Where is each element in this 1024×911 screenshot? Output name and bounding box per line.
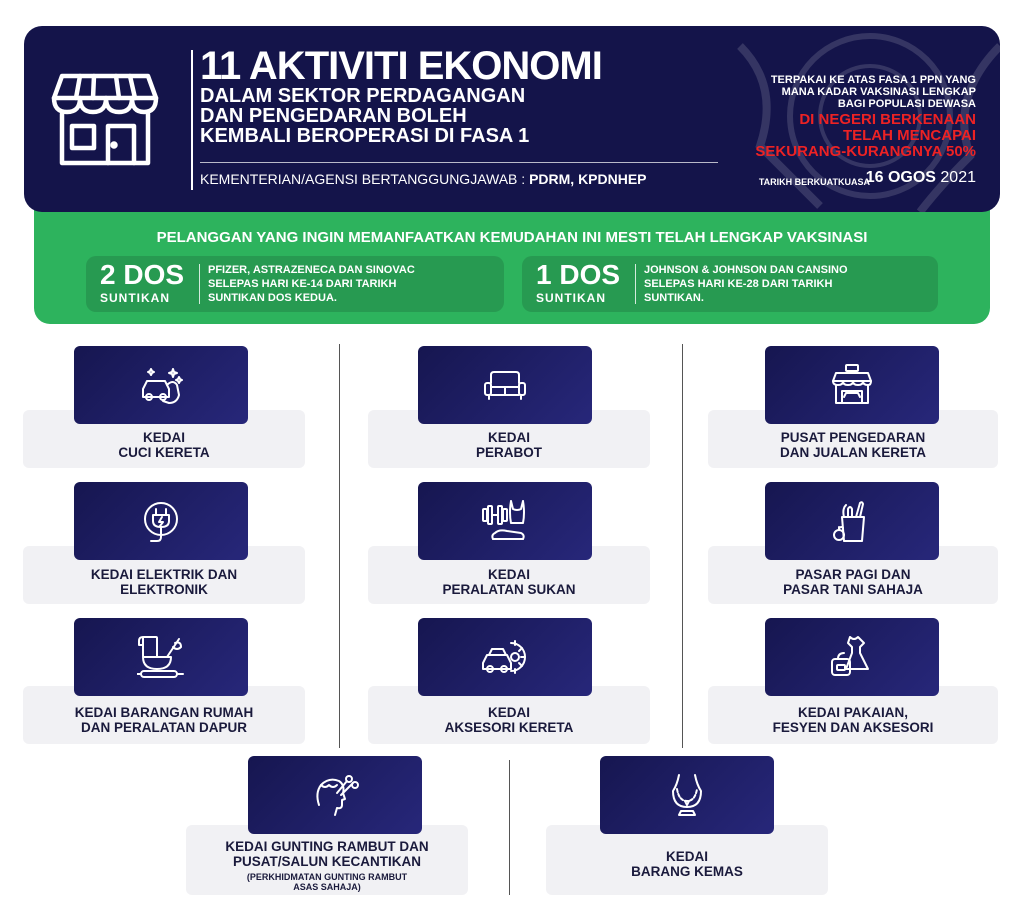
car-wash-icon <box>137 361 185 409</box>
activity-note <box>186 872 468 892</box>
activity-label <box>23 705 305 735</box>
dose-count: 2 DOS <box>100 259 185 290</box>
activity-icon-box <box>765 346 939 424</box>
activity-label-line: BARANG KEMAS <box>631 864 743 879</box>
column-divider <box>682 344 683 748</box>
phase-note-line-3: BAGI POPULASI DEWASA <box>837 98 976 110</box>
dose-description-line: SELEPAS HARI KE-28 DARI TARIKH <box>644 278 833 290</box>
activity-icon-box <box>74 482 248 560</box>
activity-label <box>368 430 650 460</box>
activity-icon-box <box>248 756 422 834</box>
header-banner <box>24 26 1000 212</box>
necklace-icon <box>663 771 711 819</box>
car-showroom-icon <box>828 361 876 409</box>
activity-icon-box <box>600 756 774 834</box>
dose-count: 1 DOS <box>536 259 621 290</box>
plug-icon <box>137 497 185 545</box>
activity-icon-box <box>418 346 592 424</box>
activity-label <box>23 567 305 597</box>
page-subtitle-line-2: DAN PENGEDARAN BOLEH <box>200 105 467 127</box>
activity-label <box>708 430 998 460</box>
dose-description-line: SUNTIKAN DOS KEDUA. <box>208 292 337 304</box>
activity-label <box>708 705 998 735</box>
activity-label <box>546 849 828 879</box>
phase-note-line-2: MANA KADAR VAKSINASI LENGKAP <box>781 86 976 98</box>
activity-icon-box <box>74 618 248 696</box>
dose-description <box>208 263 415 305</box>
dose-description-line: PFIZER, ASTRAZENECA DAN SINOVAC <box>208 264 415 276</box>
shop-icon <box>50 72 160 167</box>
kitchen-icon <box>137 633 185 681</box>
activity-label-line: FESYEN DAN AKSESORI <box>772 720 934 735</box>
activity-note-line: ASAS SAHAJA) <box>293 882 361 892</box>
dose-description <box>644 263 848 305</box>
activity-label <box>368 567 650 597</box>
dose-box-two-dose <box>86 256 504 312</box>
effective-date-label: TARIKH BERKUATKUASA <box>758 177 870 187</box>
page-subtitle-line-1: DALAM SEKTOR PERDAGANGAN <box>200 85 526 107</box>
activity-icon-box <box>418 618 592 696</box>
vaccination-requirement-bold: MESTI TELAH LENGKAP VAKSINASI <box>605 229 868 246</box>
activity-label <box>368 705 650 735</box>
activity-label <box>708 567 998 597</box>
activity-label-line: PASAR TANI SAHAJA <box>783 582 923 597</box>
dose-description-line: SUNTIKAN. <box>644 292 704 304</box>
activity-label-line: DAN JUALAN KERETA <box>779 445 926 460</box>
header-rule <box>200 162 718 163</box>
activity-label-line: PUSAT/SALUN KECANTIKAN <box>233 854 421 869</box>
activity-label-line: KEDAI <box>487 705 530 720</box>
vaccination-banner <box>34 198 990 324</box>
phase-note-red-line-3: SEKURANG-KURANGNYA 50% <box>755 143 976 160</box>
sports-icon <box>481 497 529 545</box>
activity-label-line: KEDAI GUNTING RAMBUT DAN <box>225 839 429 854</box>
activity-label-line: AKSESORI KERETA <box>444 720 574 735</box>
activity-note-line: (PERKHIDMATAN GUNTING RAMBUT <box>246 872 408 882</box>
ministry-label: KEMENTERIAN/AGENSI BERTANGGUNGJAWAB : <box>200 171 530 187</box>
effective-date-day-month: 16 OGOS <box>865 169 936 186</box>
activity-label-line: KEDAI ELEKTRIK DAN <box>90 567 238 582</box>
page-title: 11 AKTIVITI EKONOMI <box>200 44 602 88</box>
activity-icon-box <box>74 346 248 424</box>
header-divider <box>191 50 193 190</box>
dose-box-one-dose <box>522 256 938 312</box>
activity-label-line: PUSAT PENGEDARAN <box>780 430 926 445</box>
dose-description-line: JOHNSON & JOHNSON DAN CANSINO <box>644 264 848 276</box>
vaccination-requirement <box>34 229 990 246</box>
phase-note-line-1: TERPAKAI KE ATAS FASA 1 PPN YANG <box>770 74 976 86</box>
activity-label-line: KEDAI <box>142 430 185 445</box>
activity-label-line: PASAR PAGI DAN <box>795 567 911 582</box>
car-gear-icon <box>481 633 529 681</box>
column-divider <box>509 760 510 895</box>
phase-note-red-line-2: TELAH MENCAPAI <box>842 127 976 144</box>
activity-label-line: CUCI KERETA <box>118 445 210 460</box>
effective-date-year: 2021 <box>940 169 976 186</box>
haircut-icon <box>311 771 359 819</box>
activity-label-line: KEDAI <box>487 567 530 582</box>
activity-icon-box <box>765 482 939 560</box>
activity-label <box>186 839 468 869</box>
effective-date <box>866 169 976 187</box>
grocery-bag-icon <box>828 497 876 545</box>
activity-label-line: KEDAI BARANGAN RUMAH <box>74 705 254 720</box>
activity-label-line: KEDAI PAKAIAN, <box>797 705 908 720</box>
activity-label-line: PERALATAN SUKAN <box>442 582 576 597</box>
vaccination-requirement-text: PELANGGAN YANG INGIN MEMANFAATKAN KEMUDAHAN INI <box>156 229 606 246</box>
dose-unit: SUNTIKAN <box>100 291 170 305</box>
activity-label-line: KEDAI <box>487 430 530 445</box>
column-divider <box>339 344 340 748</box>
ministry-line <box>200 171 647 187</box>
activity-label-line: PERABOT <box>475 445 542 460</box>
activity-icon-box <box>418 482 592 560</box>
sofa-icon <box>481 361 529 409</box>
activity-label-line: DAN PERALATAN DAPUR <box>81 720 247 735</box>
page-subtitle-line-3: KEMBALI BEROPERASI DI FASA 1 <box>200 125 530 147</box>
activity-label-line: ELEKTRONIK <box>120 582 208 597</box>
dose-divider <box>635 264 636 304</box>
fashion-icon <box>828 633 876 681</box>
activity-label <box>23 430 305 460</box>
dose-divider <box>199 264 200 304</box>
activity-label-line: KEDAI <box>665 849 708 864</box>
ministry-value: PDRM, KPDNHEP <box>529 171 647 187</box>
dose-unit: SUNTIKAN <box>536 291 606 305</box>
phase-note-red-line-1: DI NEGERI BERKENAAN <box>799 111 976 128</box>
activity-icon-box <box>765 618 939 696</box>
dose-description-line: SELEPAS HARI KE-14 DARI TARIKH <box>208 278 397 290</box>
